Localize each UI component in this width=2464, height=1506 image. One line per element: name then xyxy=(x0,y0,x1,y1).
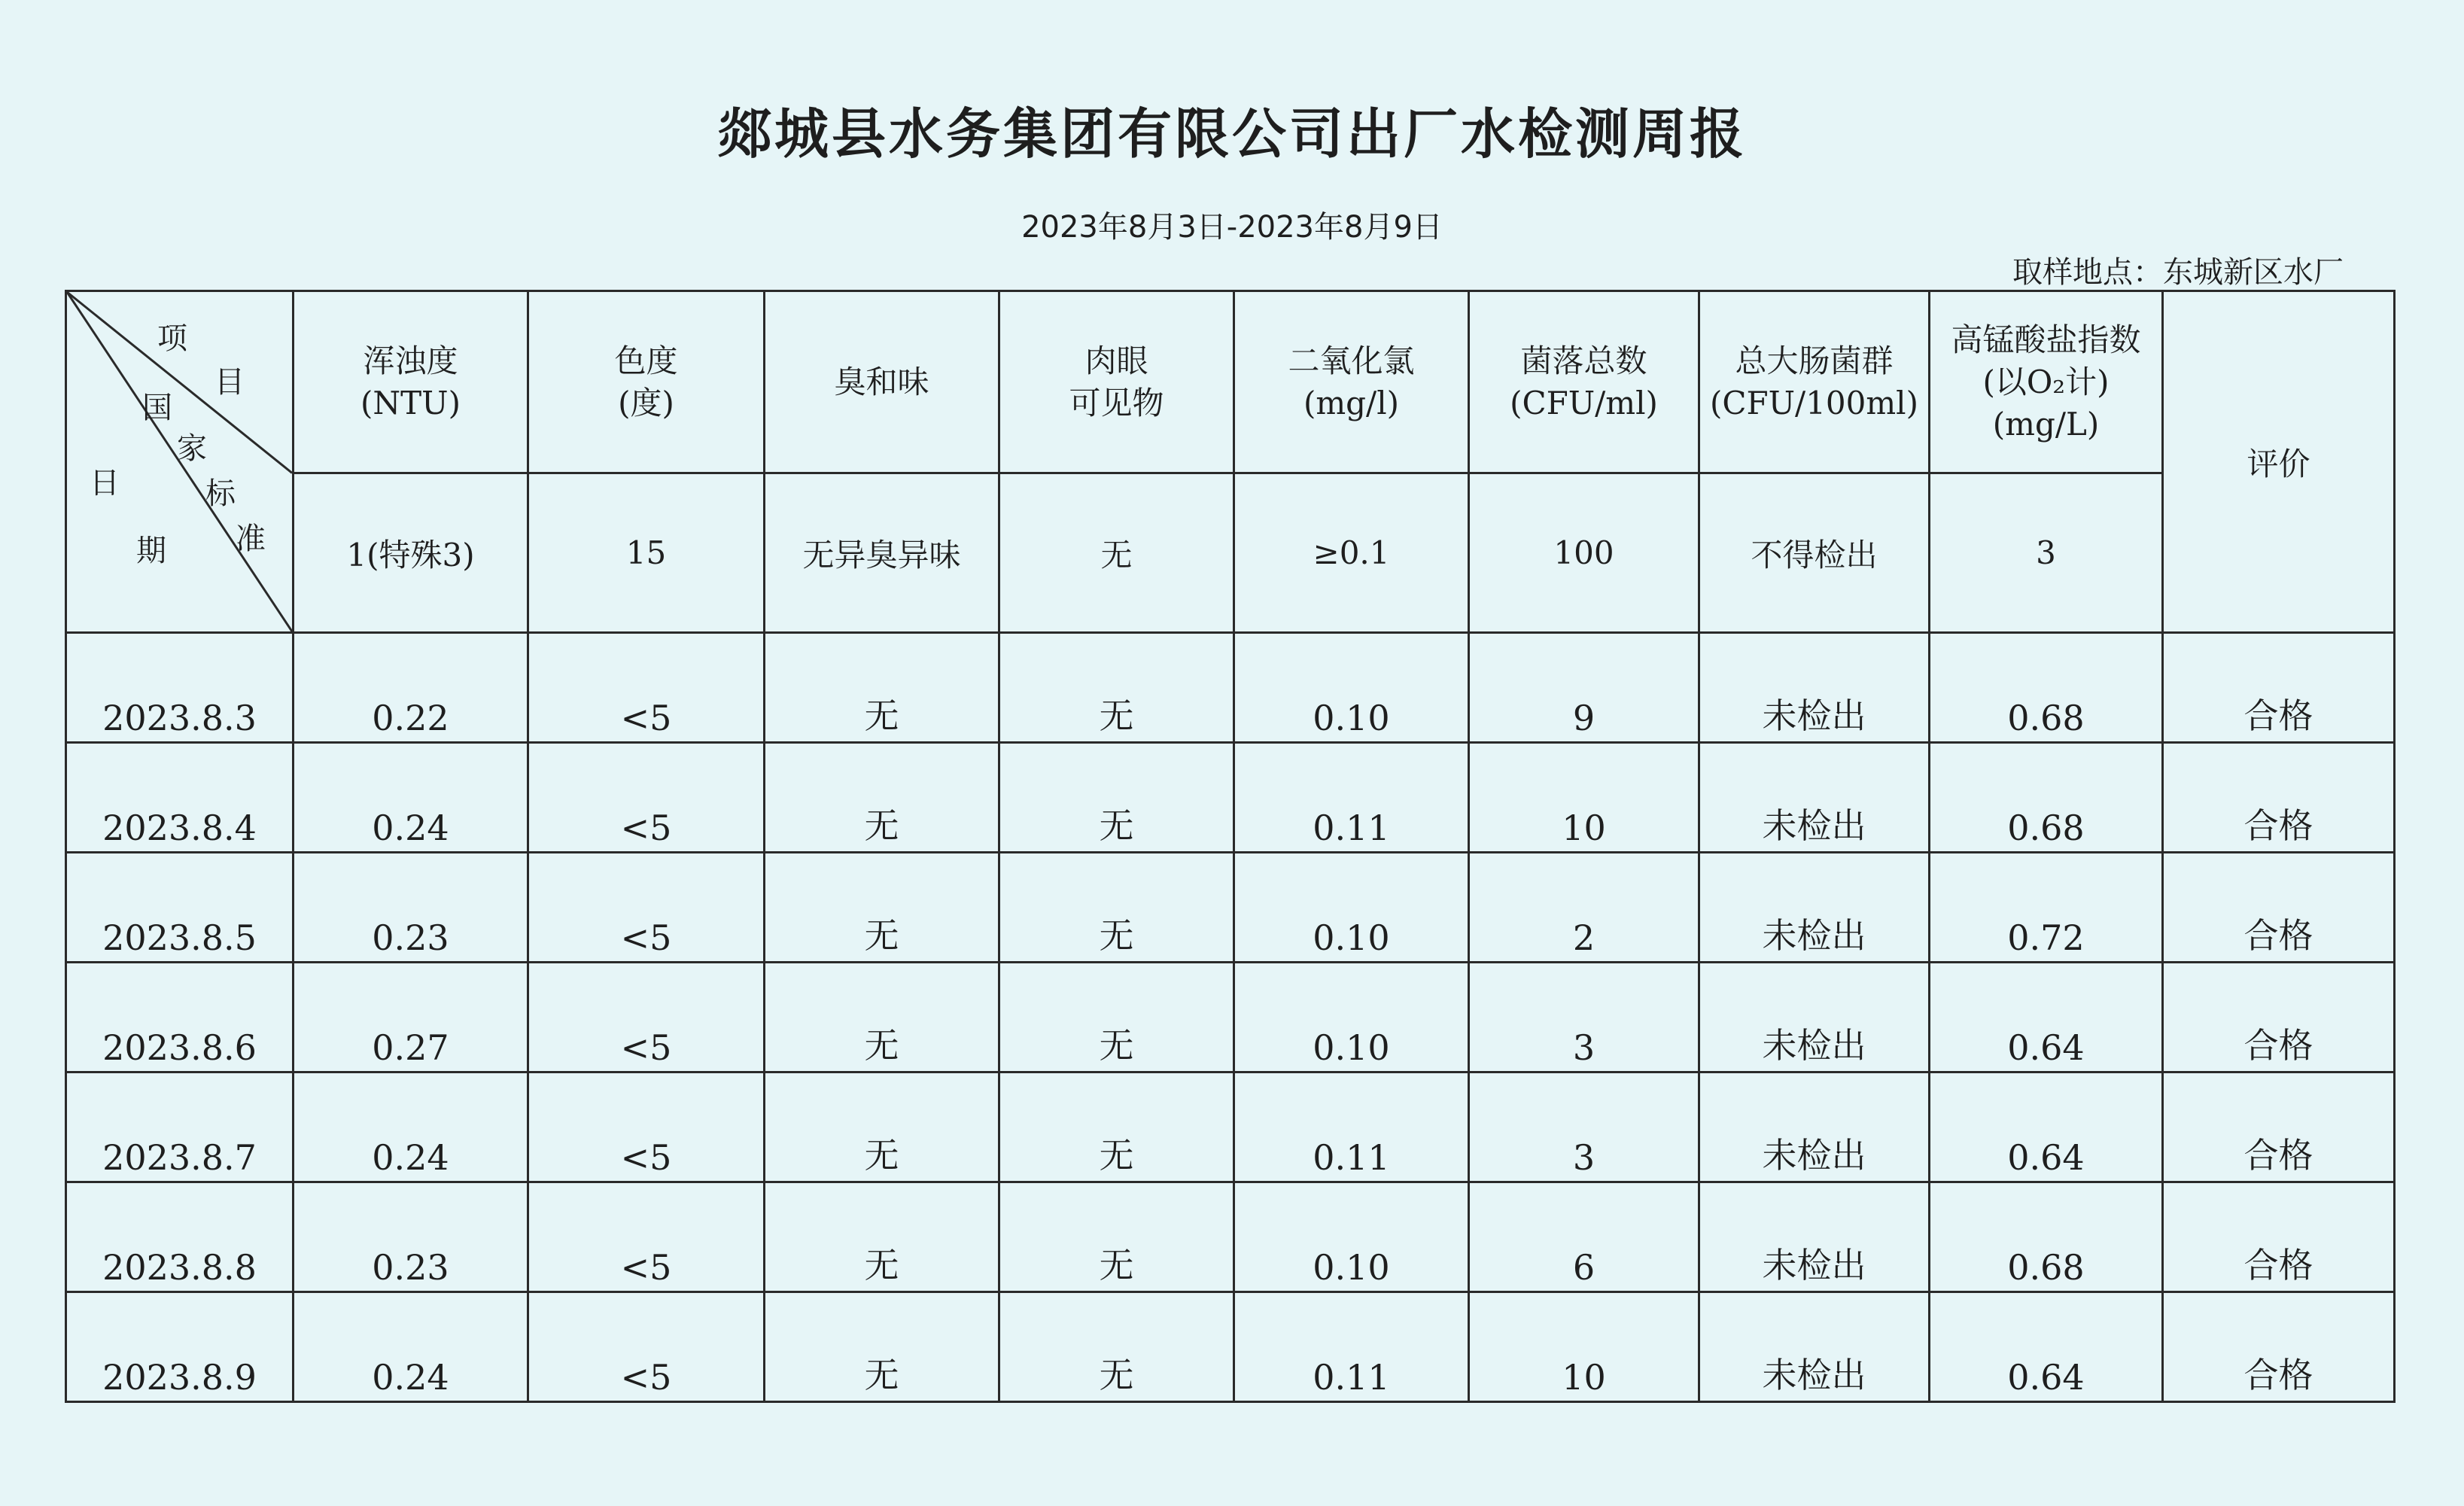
evaluation-cell: 合格 xyxy=(2163,633,2395,743)
table-cell: <5 xyxy=(528,633,765,743)
corner-label: 日 xyxy=(90,466,120,500)
date-cell: 2023.8.4 xyxy=(66,743,294,853)
table-cell: 未检出 xyxy=(1699,633,1930,743)
date-cell: 2023.8.5 xyxy=(66,853,294,963)
table-cell: <5 xyxy=(528,1182,765,1292)
water-quality-table xyxy=(65,290,2396,1403)
odor-header: 臭和味 xyxy=(765,291,999,473)
table-cell: 0.68 xyxy=(1930,1182,2163,1292)
table-row xyxy=(66,743,2395,853)
table-cell: 未检出 xyxy=(1699,1182,1930,1292)
table-cell: <5 xyxy=(528,853,765,963)
table-cell: 无 xyxy=(765,1072,999,1182)
standard-cell: 1(特殊3) xyxy=(294,473,528,633)
date-cell: 2023.8.9 xyxy=(66,1292,294,1402)
header-row xyxy=(66,291,2395,473)
table-cell: 无 xyxy=(765,1292,999,1402)
table-cell: 10 xyxy=(1469,1292,1699,1402)
table-row xyxy=(66,853,2395,963)
permanganate-header: 高锰酸盐指数 (以O₂计) (mg/L) xyxy=(1930,291,2163,473)
table-cell: 0.68 xyxy=(1930,743,2163,853)
table-cell: 无 xyxy=(999,963,1234,1072)
table-cell: 9 xyxy=(1469,633,1699,743)
table-cell: <5 xyxy=(528,1292,765,1402)
table-cell: 0.10 xyxy=(1234,963,1469,1072)
table-cell: 0.23 xyxy=(294,1182,528,1292)
corner-label: 准 xyxy=(236,522,266,556)
table-cell: 0.72 xyxy=(1930,853,2163,963)
evaluation-cell: 合格 xyxy=(2163,1072,2395,1182)
corner-label: 目 xyxy=(214,365,245,400)
corner-label: 期 xyxy=(136,534,166,568)
table-row xyxy=(66,1072,2395,1182)
table-row xyxy=(66,963,2395,1072)
table-cell: 10 xyxy=(1469,743,1699,853)
table-cell: 无 xyxy=(765,963,999,1072)
corner-label: 项 xyxy=(157,321,187,356)
table-cell: 无 xyxy=(999,1072,1234,1182)
table-cell: 2 xyxy=(1469,853,1699,963)
date-cell: 2023.8.7 xyxy=(66,1072,294,1182)
table-cell: 无 xyxy=(765,853,999,963)
table-cell: 0.23 xyxy=(294,853,528,963)
table-cell: 无 xyxy=(999,853,1234,963)
colony-count-header: 菌落总数 (CFU/ml) xyxy=(1469,291,1699,473)
table-cell: 无 xyxy=(999,1292,1234,1402)
standard-cell: 15 xyxy=(528,473,765,633)
visible-matter-header: 肉眼 可见物 xyxy=(999,291,1234,473)
table-cell: 0.22 xyxy=(294,633,528,743)
table-cell: 0.24 xyxy=(294,743,528,853)
table-cell: 无 xyxy=(765,743,999,853)
table-cell: 0.10 xyxy=(1234,633,1469,743)
table-cell: 0.11 xyxy=(1234,1292,1469,1402)
table-cell: 3 xyxy=(1469,1072,1699,1182)
table-cell: 无 xyxy=(999,743,1234,853)
table-row xyxy=(66,633,2395,743)
table-cell: 无 xyxy=(765,633,999,743)
coliform-header: 总大肠菌群 (CFU/100ml) xyxy=(1699,291,1930,473)
table-cell: 未检出 xyxy=(1699,853,1930,963)
evaluation-header: 评价 xyxy=(2163,291,2395,633)
table-cell: 无 xyxy=(765,1182,999,1292)
table-cell: 0.10 xyxy=(1234,1182,1469,1292)
evaluation-cell: 合格 xyxy=(2163,853,2395,963)
standard-cell: 100 xyxy=(1469,473,1699,633)
table-cell: 0.11 xyxy=(1234,743,1469,853)
table-cell: 未检出 xyxy=(1699,1072,1930,1182)
table-cell: 0.64 xyxy=(1930,1072,2163,1182)
standard-cell: 3 xyxy=(1930,473,2163,633)
evaluation-cell: 合格 xyxy=(2163,743,2395,853)
table-cell: 6 xyxy=(1469,1182,1699,1292)
standard-cell: 无异臭异味 xyxy=(765,473,999,633)
table-cell: <5 xyxy=(528,963,765,1072)
date-cell: 2023.8.3 xyxy=(66,633,294,743)
table-cell: <5 xyxy=(528,1072,765,1182)
evaluation-cell: 合格 xyxy=(2163,1292,2395,1402)
table-cell: 0.10 xyxy=(1234,853,1469,963)
table-cell: 0.27 xyxy=(294,963,528,1072)
corner-label: 国 xyxy=(142,391,172,425)
standard-cell: 不得检出 xyxy=(1699,473,1930,633)
table-cell: 0.11 xyxy=(1234,1072,1469,1182)
color-header: 色度 (度) xyxy=(528,291,765,473)
table-cell: 0.64 xyxy=(1930,963,2163,1072)
table-cell: 0.24 xyxy=(294,1292,528,1402)
corner-header-cell xyxy=(66,291,294,633)
table-cell: 无 xyxy=(999,1182,1234,1292)
date-cell: 2023.8.6 xyxy=(66,963,294,1072)
date-range: 2023年8月3日-2023年8月9日 xyxy=(1021,210,1443,245)
corner-label: 标 xyxy=(205,476,236,511)
standard-cell: 无 xyxy=(999,473,1234,633)
chlorine-dioxide-header: 二氧化氯 (mg/l) xyxy=(1234,291,1469,473)
standards-row xyxy=(66,473,2395,633)
table-cell: 未检出 xyxy=(1699,963,1930,1072)
turbidity-header: 浑浊度 (NTU) xyxy=(294,291,528,473)
table-cell: <5 xyxy=(528,743,765,853)
table-cell: 无 xyxy=(999,633,1234,743)
evaluation-cell: 合格 xyxy=(2163,963,2395,1072)
standard-cell: ≥0.1 xyxy=(1234,473,1469,633)
table-cell: 0.24 xyxy=(294,1072,528,1182)
table-cell: 3 xyxy=(1469,963,1699,1072)
table-cell: 0.68 xyxy=(1930,633,2163,743)
table-cell: 未检出 xyxy=(1699,743,1930,853)
corner-label: 家 xyxy=(177,431,207,466)
date-cell: 2023.8.8 xyxy=(66,1182,294,1292)
evaluation-cell: 合格 xyxy=(2163,1182,2395,1292)
table-row xyxy=(66,1182,2395,1292)
report-title: 郯城县水务集团有限公司出厂水检测周报 xyxy=(716,102,1747,166)
sampling-location: 取样地点：东城新区水厂 xyxy=(2012,255,2344,290)
table-cell: 未检出 xyxy=(1699,1292,1930,1402)
table-row xyxy=(66,1292,2395,1402)
table-cell: 0.64 xyxy=(1930,1292,2163,1402)
